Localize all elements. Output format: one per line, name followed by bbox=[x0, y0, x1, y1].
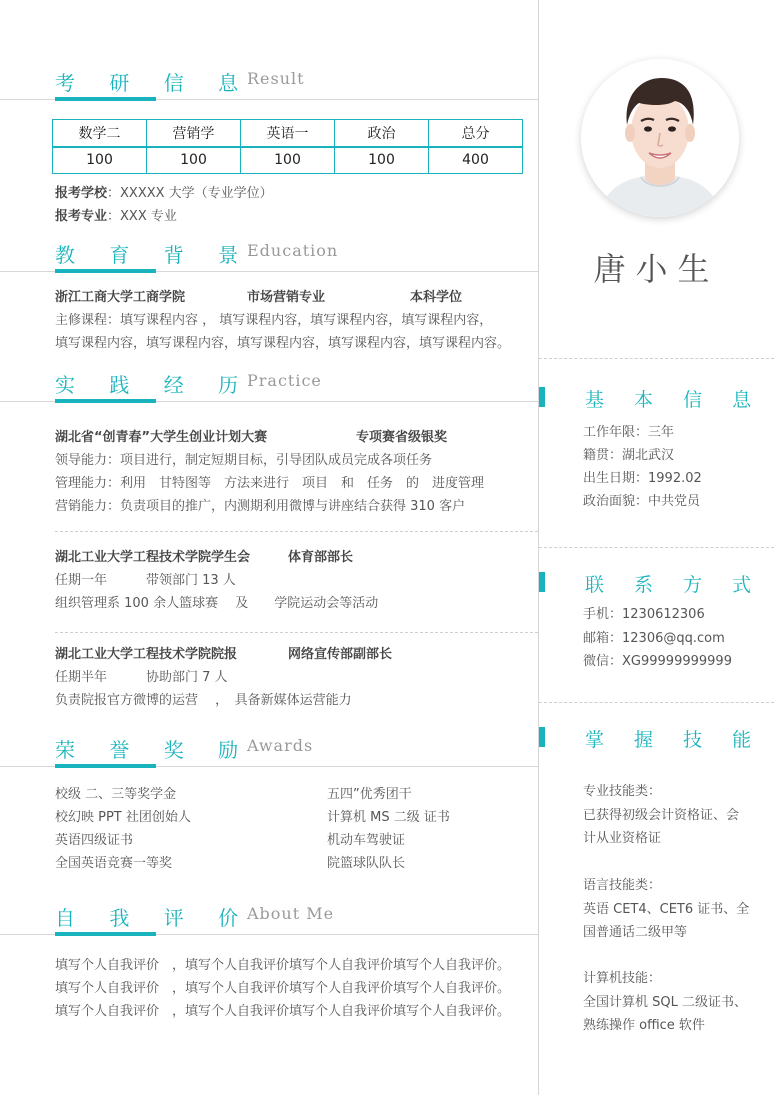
section-title-en: Awards bbox=[247, 736, 314, 755]
about-line: 填写个人自我评价 ，填写个人自我评价填写个人自我评价填写个人自我评价。 bbox=[55, 958, 511, 973]
portrait-photo bbox=[581, 59, 739, 217]
basic-info-line: 政治面貌：中共党员 bbox=[583, 494, 701, 509]
section-tab-marker bbox=[539, 572, 545, 592]
score-value-cell: 100 bbox=[147, 147, 241, 174]
skill-line: 英语 CET4、CET6 证书、全 bbox=[583, 902, 750, 917]
score-header-cell: 英语一 bbox=[241, 120, 335, 147]
practice-divider bbox=[55, 531, 538, 532]
practice-line: 营销能力：负责项目的推广，内测期利用微博与讲座结合获得 310 客户 bbox=[55, 499, 466, 514]
score-value-cell: 100 bbox=[335, 147, 429, 174]
skill-line: 全国计算机 SQL 二级证书、 bbox=[583, 995, 747, 1010]
practice-line: 任期半年 协助部门 7 人 bbox=[55, 670, 228, 685]
section-skills-header bbox=[539, 725, 774, 749]
award-item: 全国英语竞赛一等奖 bbox=[55, 856, 173, 871]
practice-award: 专项赛省级银奖 bbox=[356, 430, 448, 445]
section-tab-marker bbox=[539, 727, 545, 747]
score-value-row bbox=[53, 147, 523, 174]
section-accent-bar bbox=[55, 764, 156, 768]
practice-heading: 湖北省“创青春”大学生创业计划大赛 bbox=[55, 430, 268, 445]
education-courses-line: 填写课程内容，填写课程内容，填写课程内容，填写课程内容，填写课程内容。 bbox=[55, 336, 511, 351]
section-accent-bar bbox=[55, 269, 156, 273]
practice-line: 组织管理系 100 余人篮球赛 及 学院运动会等活动 bbox=[55, 596, 379, 611]
skill-line: 已获得初级会计资格证、会 bbox=[583, 808, 740, 823]
skill-line: 计从业资格证 bbox=[583, 831, 662, 846]
exam-major bbox=[55, 205, 177, 228]
education-degree: 本科学位 bbox=[410, 290, 463, 305]
skill-label: 计算机技能： bbox=[583, 971, 662, 986]
score-header-cell: 营销学 bbox=[147, 120, 241, 147]
education-courses-line: 主修课程：填写课程内容 ， 填写课程内容，填写课程内容，填写课程内容， bbox=[55, 313, 493, 328]
practice-award: 体育部部长 bbox=[288, 550, 354, 565]
practice-heading: 湖北工业大学工程技术学院学生会 bbox=[55, 550, 251, 565]
section-accent-bar bbox=[55, 932, 156, 936]
section-practice-header bbox=[0, 369, 538, 409]
practice-line: 任期一年 带领部门 13 人 bbox=[55, 573, 236, 588]
score-value-cell: 100 bbox=[53, 147, 147, 174]
award-item: 五四”优秀团干 bbox=[327, 787, 412, 802]
exam-school bbox=[55, 182, 273, 205]
section-title-en: Result bbox=[247, 69, 305, 88]
person-name: 唐小生 bbox=[593, 250, 720, 288]
score-value-cell: 100 bbox=[241, 147, 335, 174]
award-item: 校幻映 PPT 社团创始人 bbox=[55, 810, 191, 825]
skill-label: 语言技能类： bbox=[583, 878, 662, 893]
score-table bbox=[52, 119, 523, 174]
exam-school-label: 报考学校 bbox=[55, 186, 108, 201]
score-header-cell: 政治 bbox=[335, 120, 429, 147]
exam-major-label: 报考专业 bbox=[55, 209, 108, 224]
exam-school-value: ：XXXXX 大学（专业学位） bbox=[107, 186, 273, 201]
section-basic-header bbox=[539, 385, 774, 409]
practice-divider bbox=[55, 632, 538, 633]
score-header-cell: 总分 bbox=[429, 120, 523, 147]
section-title: 实 践 经 历 bbox=[55, 373, 253, 397]
right-divider bbox=[539, 547, 774, 548]
contact-email: 邮箱：12306@qq.com bbox=[583, 631, 725, 646]
basic-info-line: 出生日期：1992.02 bbox=[583, 471, 702, 486]
section-title: 基 本 信 息 bbox=[585, 389, 764, 411]
section-about-header bbox=[0, 902, 538, 942]
award-item: 院篮球队队长 bbox=[327, 856, 406, 871]
section-title-en: Practice bbox=[247, 371, 322, 390]
practice-line: 管理能力：利用 甘特图等 方法来进行 项目 和 任务 的 进度管理 bbox=[55, 476, 485, 491]
section-title: 荣 誉 奖 励 bbox=[55, 738, 253, 762]
section-title: 教 育 背 景 bbox=[55, 243, 253, 267]
practice-line: 领导能力：项目进行，制定短期目标，引导团队成员完成各项任务 bbox=[55, 453, 433, 468]
basic-info-line: 籍贯：湖北武汉 bbox=[583, 448, 675, 463]
avatar bbox=[581, 59, 739, 217]
award-item: 计算机 MS 二级 证书 bbox=[327, 810, 450, 825]
contact-phone: 手机：1230612306 bbox=[583, 607, 705, 622]
contact-wechat: 微信：XG99999999999 bbox=[583, 654, 732, 669]
about-line: 填写个人自我评价 ，填写个人自我评价填写个人自我评价填写个人自我评价。 bbox=[55, 1004, 511, 1019]
section-exam-header bbox=[0, 67, 538, 107]
section-title: 自 我 评 价 bbox=[55, 906, 253, 930]
section-title: 考 研 信 息 bbox=[55, 71, 253, 95]
score-header-row bbox=[53, 120, 523, 147]
award-item: 机动车驾驶证 bbox=[327, 833, 406, 848]
section-accent-bar bbox=[55, 399, 156, 403]
section-title-en: Education bbox=[247, 241, 339, 260]
practice-line: 负责院报官方微博的运营 ， 具备新媒体运营能力 bbox=[55, 693, 352, 708]
education-school: 浙江工商大学工商学院 bbox=[55, 290, 186, 305]
section-tab-marker bbox=[539, 387, 545, 407]
section-education-header bbox=[0, 239, 538, 279]
section-accent-bar bbox=[55, 97, 156, 101]
right-divider bbox=[539, 702, 774, 703]
practice-award: 网络宣传部副部长 bbox=[288, 647, 393, 662]
skill-line: 熟练操作 office 软件 bbox=[583, 1018, 705, 1033]
skill-label: 专业技能类： bbox=[583, 784, 662, 799]
score-value-cell: 400 bbox=[429, 147, 523, 174]
basic-info-line: 工作年限：三年 bbox=[583, 425, 675, 440]
section-title-en: About Me bbox=[247, 904, 335, 923]
section-title: 联 系 方 式 bbox=[585, 574, 764, 596]
score-header-cell: 数学二 bbox=[53, 120, 147, 147]
practice-heading: 湖北工业大学工程技术学院院报 bbox=[55, 647, 238, 662]
right-divider bbox=[539, 358, 774, 359]
skill-line: 国普通话二级甲等 bbox=[583, 925, 688, 940]
exam-major-value: ：XXX 专业 bbox=[107, 209, 177, 224]
section-title: 掌 握 技 能 bbox=[585, 729, 764, 751]
award-item: 英语四级证书 bbox=[55, 833, 134, 848]
award-item: 校级 二、三等奖学金 bbox=[55, 787, 177, 802]
section-contact-header bbox=[539, 570, 774, 594]
section-awards-header bbox=[0, 734, 538, 774]
education-major: 市场营销专业 bbox=[247, 290, 326, 305]
about-line: 填写个人自我评价 ，填写个人自我评价填写个人自我评价填写个人自我评价。 bbox=[55, 981, 511, 996]
